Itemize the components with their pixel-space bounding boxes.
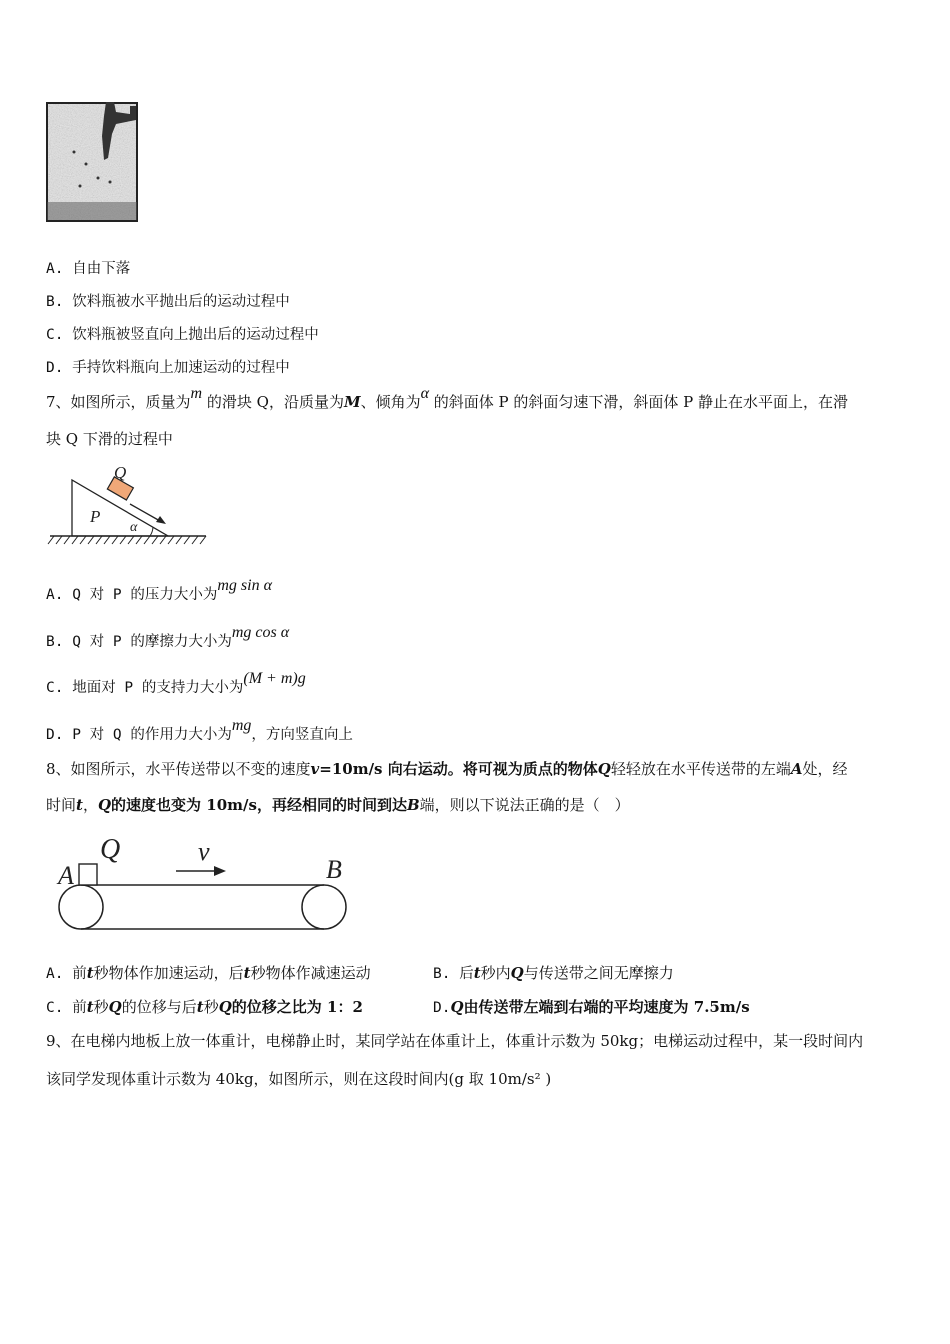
q7-stem-line2: 块 Q 下滑的过程中: [46, 430, 173, 448]
q6-photo: [46, 102, 138, 222]
q7-label-p: P: [90, 507, 101, 526]
q7-option-d: D. P 对 Q 的作用力大小为mg，方向竖直向上: [46, 717, 353, 743]
q7-incline-figure: [46, 460, 210, 548]
q8-stem-line1: 8、如图所示，水平传送带以不变的速度v=10m/s 向右运动。将可视为质点的物体Q轻轻放在水平传送带的左端A处，经: [46, 760, 848, 778]
q8-conveyor-figure: [46, 830, 356, 934]
q8-option-a: A. 前t秒物体作加速运动，后t秒物体作减速运动: [46, 964, 371, 982]
q8-label-b: B: [326, 855, 342, 884]
q7-option-a: A. Q 对 P 的压力大小为mg sin α: [46, 577, 272, 603]
q9-stem-line1: 9、在电梯内地板上放一体重计，电梯静止时，某同学站在体重计上，体重计示数为 50kg；电梯运动过程中，某一段时间内: [46, 1032, 864, 1050]
q6-option-b: B. 饮料瓶被水平抛出后的运动过程中: [46, 294, 290, 310]
q7-option-b: B. Q 对 P 的摩擦力大小为mg cos α: [46, 624, 290, 650]
q9-stem-line2: 该同学发现体重计示数为 40kg，如图所示，则在这段时间内(g 取 10m/s² ): [46, 1070, 552, 1088]
q8-stem-line2: 时间t，Q的速度也变为 10m/s，再经相同的时间到达B端，则以下说法正确的是（ ）: [46, 796, 630, 814]
q8-label-a: A: [58, 861, 74, 890]
q8-label-q: Q: [100, 834, 121, 865]
q7-label-alpha: α: [130, 520, 138, 535]
q8-option-b: B. 后t秒内Q与传送带之间无摩擦力: [433, 964, 674, 982]
q6-option-a: A. 自由下落: [46, 261, 131, 277]
q8-option-c: C. 前t秒Q的位移与后t秒Q的位移之比为 1：2: [46, 998, 363, 1016]
q6-option-d: D. 手持饮料瓶向上加速运动的过程中: [46, 360, 290, 376]
q7-stem-line1: 7、如图所示，质量为m 的滑块 Q，沿质量为M、倾角为α 的斜面体 P 的斜面匀速下滑，斜面体 P 静止在水平面上，在滑: [46, 385, 849, 411]
q8-option-d: D.Q由传送带左端到右端的平均速度为 7.5m/s: [433, 998, 750, 1016]
q7-option-c: C. 地面对 P 的支持力大小为(M + m)g: [46, 670, 306, 696]
q7-label-q: Q: [114, 463, 127, 482]
q8-label-v: v: [198, 837, 210, 866]
q6-option-c: C. 饮料瓶被竖直向上抛出后的运动过程中: [46, 327, 319, 343]
